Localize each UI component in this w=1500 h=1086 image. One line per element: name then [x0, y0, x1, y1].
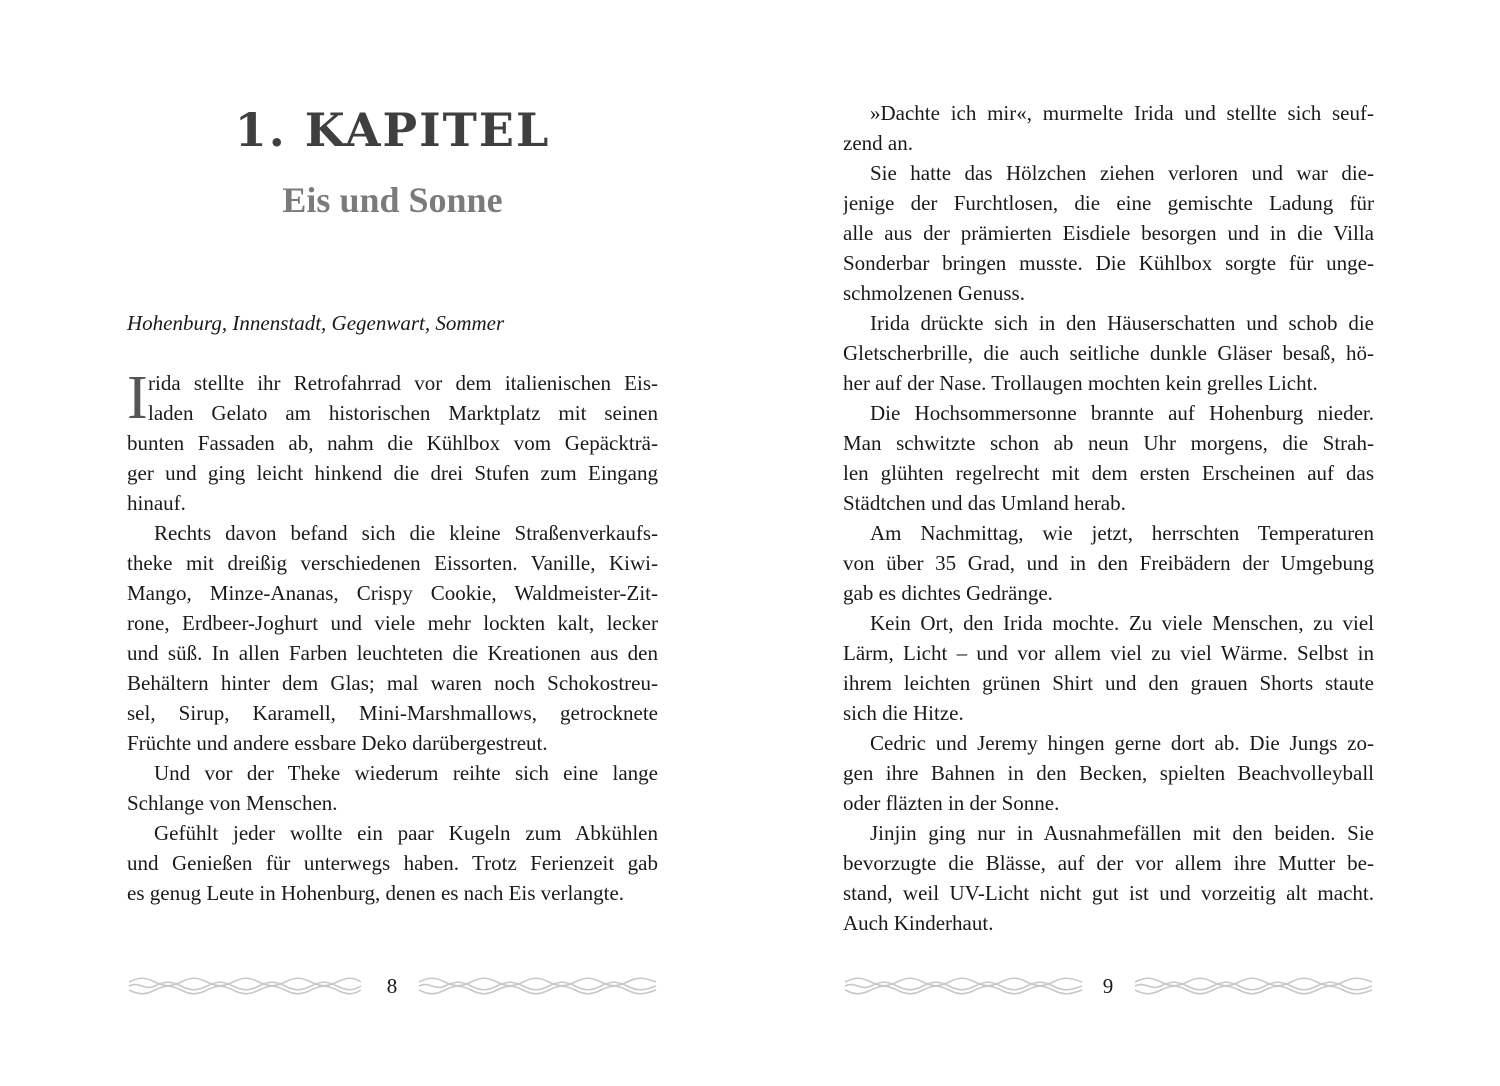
location-line: Hohenburg, Innenstadt, Gegenwart, Sommer [127, 311, 505, 335]
drop-cap: I [127, 364, 148, 432]
text-line: Gefühlt jeder wollte ein paar Kugeln zum Abkühlen [154, 821, 658, 845]
text-line: rida stellte ihr Retrofahrrad vor dem italienischen Eis- [148, 371, 658, 395]
text-line: oder fläzten in der Sonne. [843, 791, 1060, 815]
text-line: stand, weil UV-Licht nicht gut ist und vorzeitig alt macht. [843, 881, 1374, 905]
text-line: schmolzenen Genuss. [843, 281, 1025, 305]
left-page-footer [127, 968, 658, 1004]
right-page-footer [843, 968, 1374, 1004]
text-line: alle aus der prämierten Eisdiele besorgen und in die Villa [843, 221, 1374, 245]
right-page [750, 0, 1500, 1086]
text-line: zend an. [843, 131, 913, 155]
text-line: Städtchen und das Umland herab. [843, 491, 1126, 515]
page-number: 9 [1102, 974, 1114, 998]
text-line: Kein Ort, den Irida mochte. Zu viele Menschen, zu viel [870, 611, 1374, 635]
text-line: Sonderbar bringen musste. Die Kühlbox sorgte für unge- [843, 251, 1374, 275]
page-number: 8 [386, 974, 398, 998]
text-line: Auch Kinderhaut. [843, 911, 994, 935]
chapter-title: 1. KAPITEL [234, 103, 551, 157]
braid-ornament-icon [843, 975, 1084, 997]
braid-ornament-icon [1133, 975, 1374, 997]
text-line: Sie hatte das Hölzchen ziehen verloren und war die- [870, 161, 1374, 185]
text-line: her auf der Nase. Trollaugen mochten kein grelles Licht. [843, 371, 1318, 395]
text-line: »Dachte ich mir«, murmelte Irida und stellte sich seuf- [870, 101, 1374, 125]
text-line: Rechts davon befand sich die kleine Straßenverkaufs- [154, 521, 658, 545]
text-line: und Genießen für unterwegs haben. Trotz Ferienzeit gab [127, 851, 658, 875]
text-line: Jinjin ging nur in Ausnahmefällen mit den beiden. Sie [870, 821, 1374, 845]
text-line: Cedric und Jeremy hingen gerne dort ab. Die Jungs zo- [870, 731, 1374, 755]
braid-ornament-icon [127, 975, 363, 997]
text-line: von über 35 Grad, und in den Freibädern der Umgebung [843, 551, 1374, 575]
chapter-subtitle: Eis und Sonne [282, 180, 503, 220]
text-line: ger und ging leicht hinkend die drei Stufen zum Eingang [127, 461, 658, 485]
text-line: Und vor der Theke wiederum reihte sich eine lange [154, 761, 658, 785]
text-line: Schlange von Menschen. [127, 791, 338, 815]
text-line: sel, Sirup, Karamell, Mini-Marshmallows, getrocknete [127, 701, 658, 725]
text-line: bunten Fassaden ab, nahm die Kühlbox vom Gepäckträ- [127, 431, 658, 455]
text-line: Lärm, Licht – und vor allem viel zu viel Wärme. Selbst in [843, 641, 1374, 665]
text-line: rone, Erdbeer-Joghurt und viele mehr lockten kalt, lecker [127, 611, 658, 635]
text-line: gab es dichtes Gedränge. [843, 581, 1053, 605]
text-line: und süß. In allen Farben leuchteten die Kreationen aus den [127, 641, 658, 665]
text-line: Man schwitzte schon ab neun Uhr morgens, die Strah- [843, 431, 1374, 455]
text-line: Am Nachmittag, wie jetzt, herrschten Temperaturen [870, 521, 1374, 545]
text-line: ihrem leichten grünen Shirt und den grauen Shorts staute [843, 671, 1374, 695]
text-line: Gletscherbrille, die auch seitliche dunkle Gläser besaß, hö- [843, 341, 1374, 365]
text-line: Früchte und andere essbare Deko darübergestreut. [127, 731, 548, 755]
text-line: len glühten regelrecht mit dem ersten Erscheinen auf das [843, 461, 1374, 485]
text-line: bevorzugte die Blässe, auf der vor allem ihre Mutter be- [843, 851, 1374, 875]
text-line: jenige der Furchtlosen, die eine gemischte Ladung für [843, 191, 1374, 215]
braid-ornament-icon [417, 975, 658, 997]
text-line: sich die Hitze. [843, 701, 964, 725]
text-line: theke mit dreißig verschiedenen Eissorten. Vanille, Kiwi- [127, 551, 658, 575]
text-line: Mango, Minze-Ananas, Crispy Cookie, Waldmeister-Zit- [127, 581, 658, 605]
text-line: Die Hochsommersonne brannte auf Hohenburg nieder. [870, 401, 1374, 425]
left-body-text [127, 364, 658, 908]
text-line: Irida drückte sich in den Häuserschatten und schob die [870, 311, 1374, 335]
right-body-text [843, 98, 1374, 938]
text-line: laden Gelato am historischen Marktplatz mit seinen [148, 401, 658, 425]
text-line: hinauf. [127, 491, 186, 515]
text-line: es genug Leute in Hohenburg, denen es nach Eis verlangte. [127, 881, 625, 905]
text-line: gen ihre Bahnen in den Becken, spielten Beachvolleyball [843, 761, 1374, 785]
text-line: Behältern hinter dem Glas; mal waren noch Schokostreu- [127, 671, 658, 695]
